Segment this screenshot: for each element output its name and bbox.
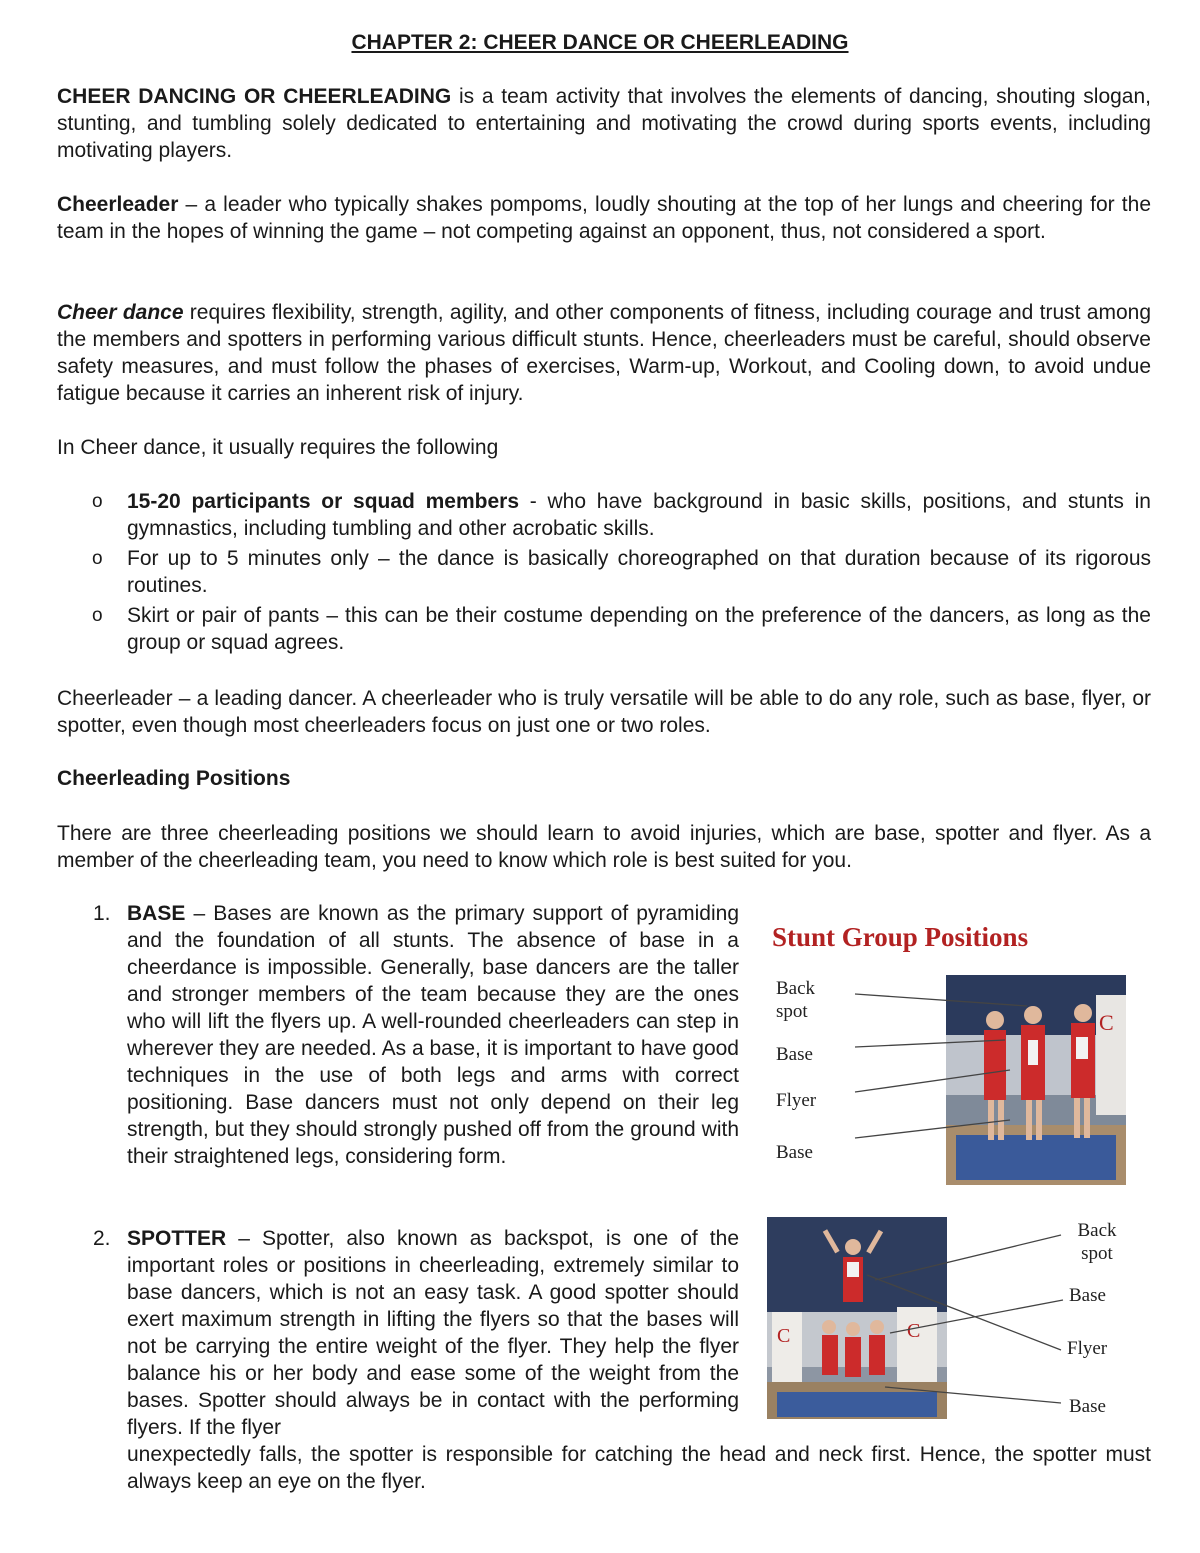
label-flyer: Flyer (776, 1090, 817, 1111)
requirement-text: For up to 5 minutes only – the dance is basically choreographed on that duration because of its rigorous routines. (127, 547, 1151, 597)
cheerleader-text: – a leader who typically shakes pompoms, loudly shouting at the top of her lungs and cheering for the team in the hopes of winning the game – not competing against an opponent, thus, not considered a sport. (57, 193, 1151, 243)
label-flyer: Flyer (1067, 1338, 1108, 1359)
positions-heading: Cheerleading Positions (57, 767, 291, 790)
requirement-text: - who have background in basic skills, positions, and stunts in gymnastics, including tumbling and other acrobatic skills. (127, 490, 1151, 540)
leading-dancer-paragraph: Cheerleader – a leading dancer. A cheerleader who is truly versatile will be able to do any role, such as base, flyer, or spotter, even though most cheerleaders focus on just one or two roles. (57, 687, 1151, 737)
intro-text: is a team activity that involves the elements of dancing, shouting slogan, stunting, and tumbling solely dedicated to entertaining and motivating the crowd during sports events, including motivating players. (57, 85, 1152, 162)
bullet-icon: o (92, 605, 103, 626)
label-base: Base (776, 1044, 813, 1065)
position-term: BASE (127, 902, 186, 925)
position-text: – Spotter, also known as backspot, is one of the important roles or positions in cheerleading, extremely similar to base dancers, which is not an easy task. A good spotter should exert maximum strength in lifting the flyers so that the bases will not be carrying the entire weight of the flyer. They help the flyer balance his or her body and ease some of the weight from the bases. Spotter should always be in contact with the performing flyers. If the flyer (127, 1227, 739, 1439)
cheer-dance-term: Cheer dance (57, 301, 184, 324)
stunt-group-figure (765, 920, 1150, 1190)
label-base: Base (1069, 1396, 1106, 1417)
stunt-lift-figure (765, 1215, 1150, 1425)
item-number: 1. (93, 902, 111, 925)
figure-title: Stunt Group Positions (772, 922, 1029, 952)
list-item (57, 602, 1151, 656)
list-item (57, 488, 1151, 542)
svg-text:C: C (907, 1320, 921, 1342)
list-item (57, 545, 1151, 599)
position-body (127, 1225, 739, 1441)
positions-intro: There are three cheerleading positions we should learn to avoid injuries, which are base, spotter and flyer. As a member of the cheerleading team, you need to know which role is best suited for you. (57, 822, 1151, 872)
intro-term: CHEER DANCING OR CHEERLEADING (57, 85, 452, 108)
svg-text:C: C (1099, 1010, 1114, 1035)
cheer-dance-text: requires flexibility, strength, agility, and other components of fitness, including courage and trust among the members and spotters in performing various difficult stunts. Hence, cheerleaders must be careful, should observe safety measures, and must follow the phases of exercises, Warm-up, Workout, and Cooling down, to avoid undue fatigue because it carries an inherent risk of injury. (57, 301, 1151, 405)
label-base: Base (1069, 1285, 1106, 1306)
requirement-text: Skirt or pair of pants – this can be their costume depending on the preference of the dancers, as long as the group or squad agrees. (127, 604, 1151, 654)
pointer-lines (765, 1215, 1150, 1425)
pointer-lines (765, 920, 1150, 1190)
cheerleader-term: Cheerleader (57, 193, 179, 216)
position-body-continued: unexpectedly falls, the spotter is responsible for catching the head and neck first. Hence, the spotter must always keep an eye on the flyer. (127, 1443, 1151, 1493)
label-back-spot: Back spot (776, 978, 816, 1022)
intro-paragraph (57, 83, 1151, 164)
position-body (127, 900, 739, 1170)
requires-intro: In Cheer dance, it usually requires the following (57, 436, 499, 459)
position-text: – Bases are known as the primary support of pyramiding and the foundation of all stunts. The absence of base in a cheerdance is impossible. Generally, base dancers are the taller and stronger members of the team because they are the ones who will lift the flyers up. A well-rounded cheerleaders can step in wherever they are needed. As a base, it is important to have good techniques in the use of both legs and arms with correct positioning. Base dancers must not only depend on their leg strength, but they should strongly pushed off from the ground with their straightened legs, considering form. (127, 902, 739, 1168)
cheerleader-definition (57, 191, 1151, 245)
requirement-bold: 15-20 participants or squad members (127, 490, 519, 513)
requirements-list (57, 488, 1151, 658)
chapter-title: CHAPTER 2: CHEER DANCE OR CHEERLEADING (351, 31, 849, 54)
item-number: 2. (93, 1227, 111, 1250)
label-base: Base (776, 1142, 813, 1163)
bullet-icon: o (92, 548, 103, 569)
position-term: SPOTTER (127, 1227, 227, 1250)
svg-text:C: C (777, 1325, 791, 1347)
cheer-dance-paragraph (57, 299, 1151, 407)
label-back-spot: Back spot (1077, 1220, 1117, 1264)
bullet-icon: o (92, 491, 103, 512)
